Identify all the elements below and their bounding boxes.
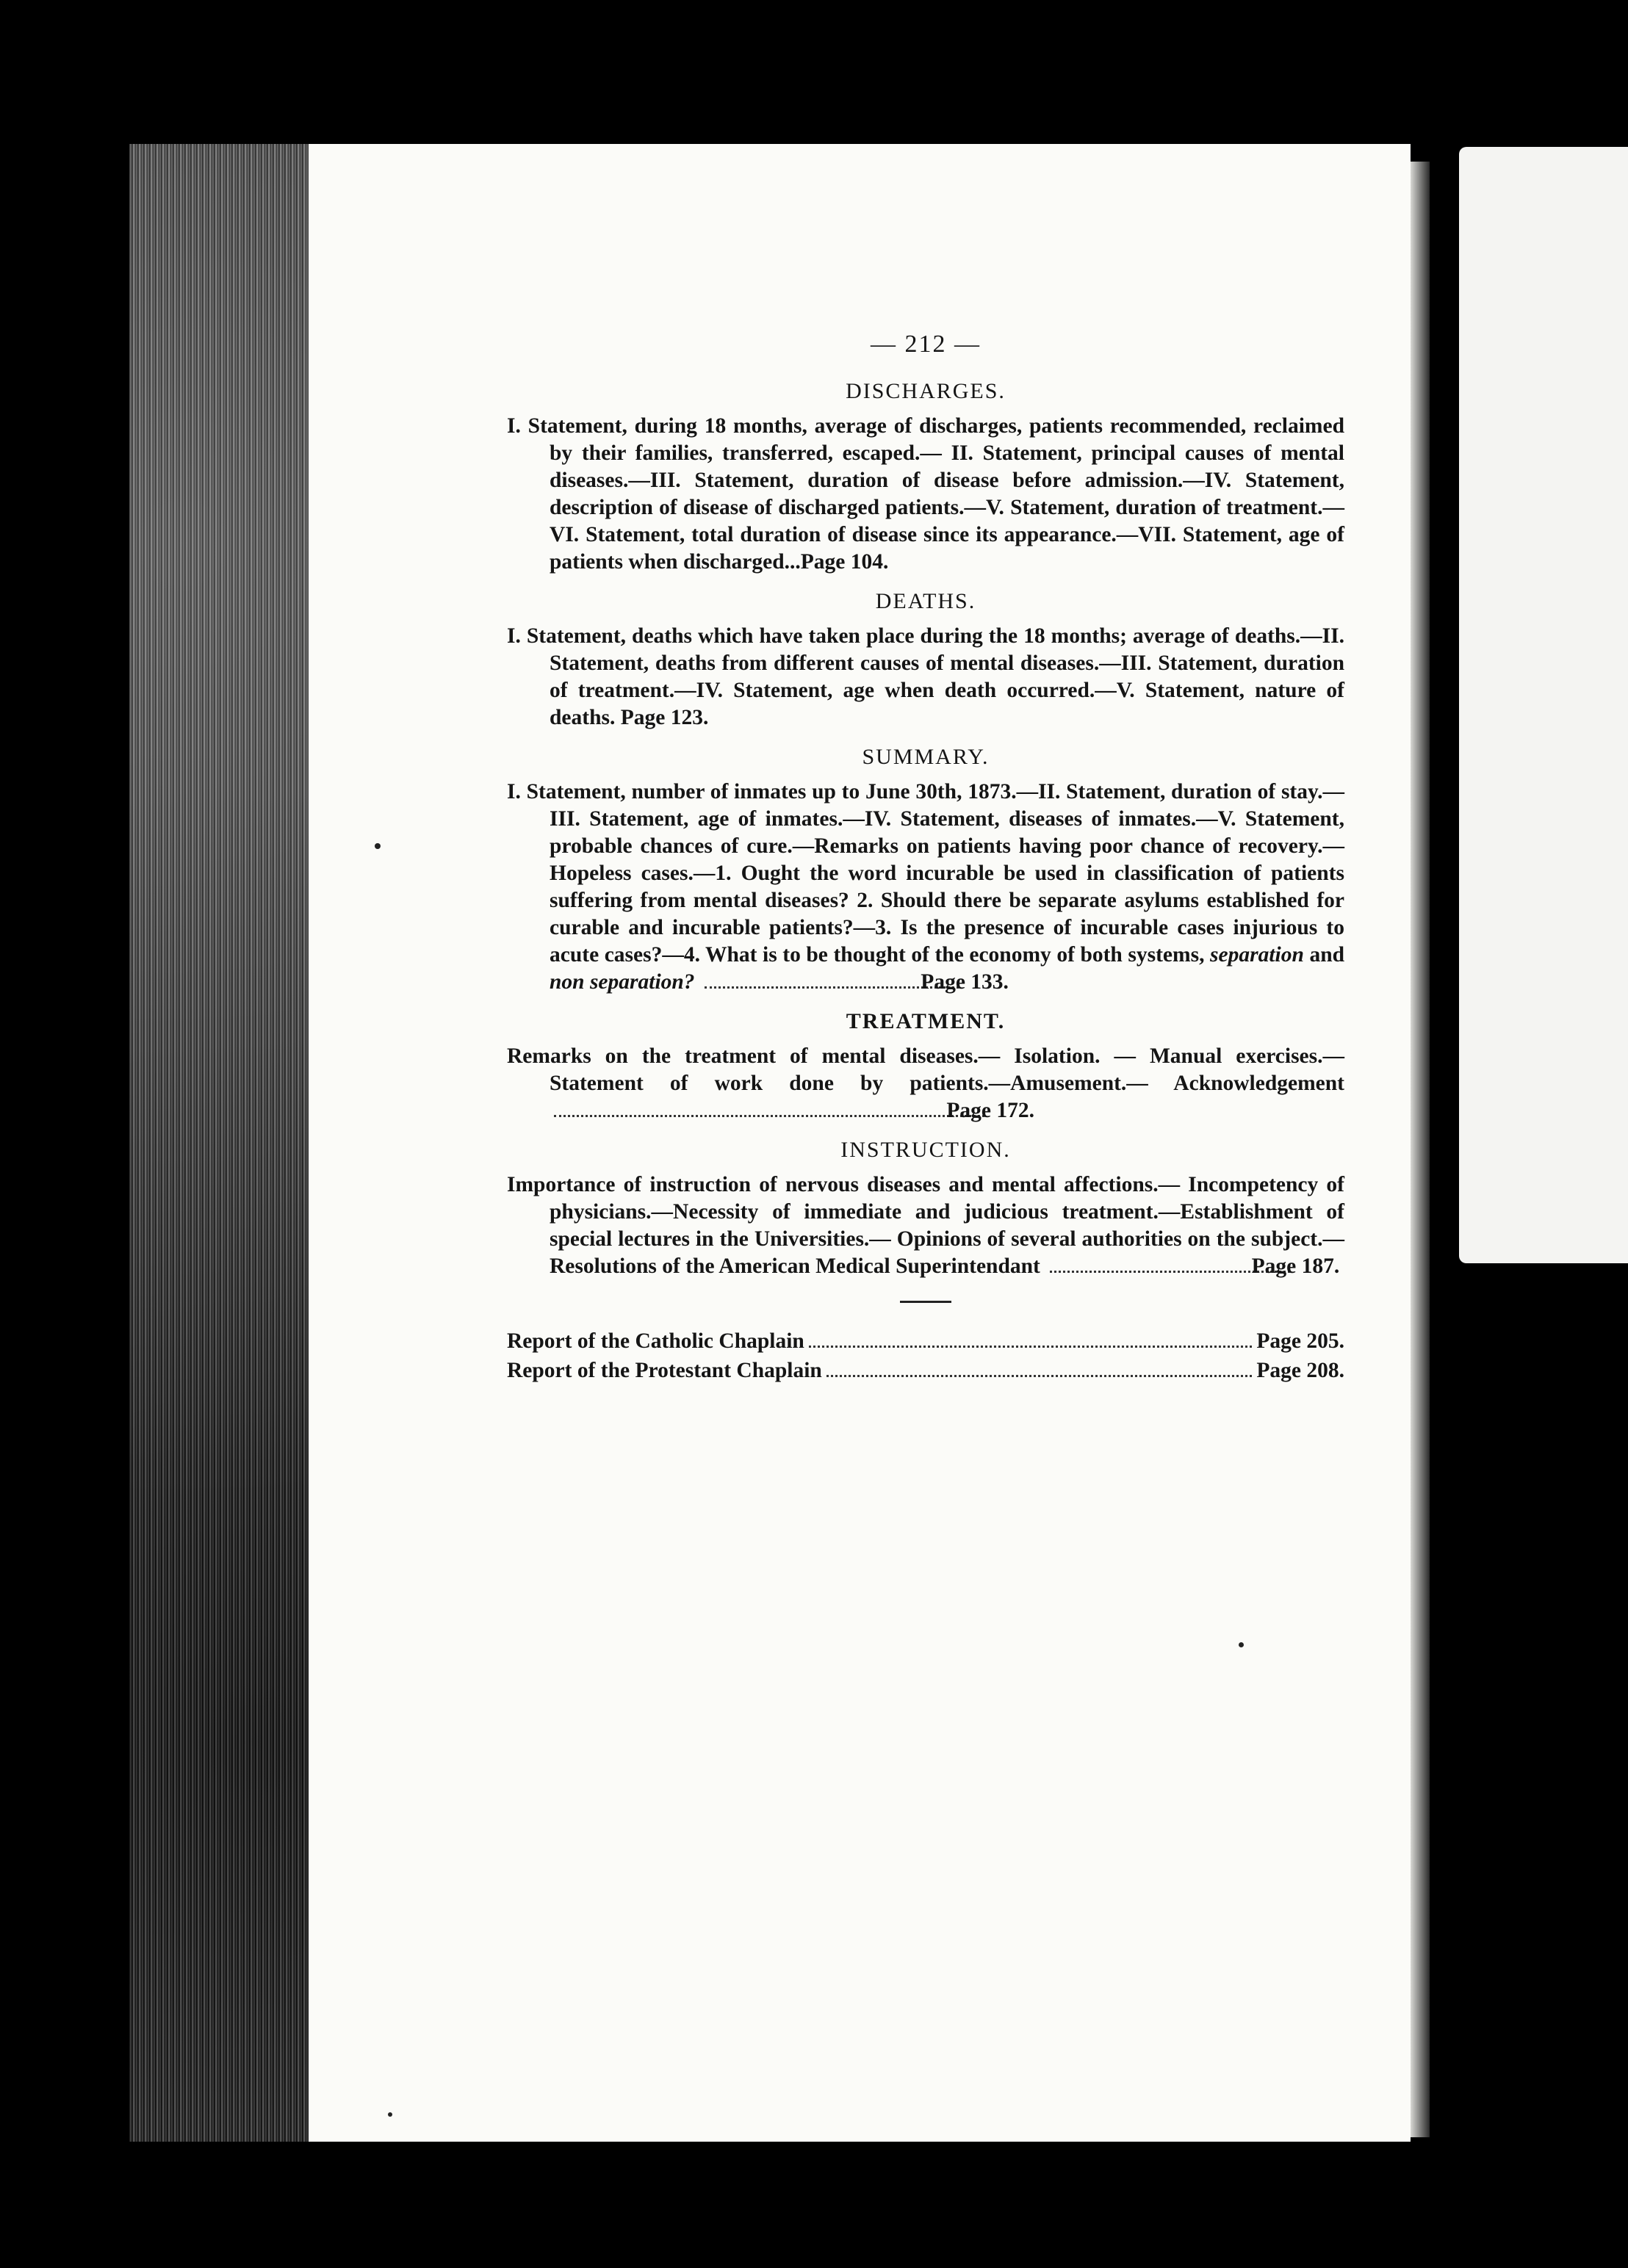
section-body-summary <box>507 779 1344 996</box>
section-title-deaths: DEATHS. <box>875 589 976 613</box>
section-title-summary: SUMMARY. <box>862 745 990 769</box>
summary-leader-line <box>700 969 1009 996</box>
section-body-instruction <box>507 1171 1344 1280</box>
page-number: — 212 — <box>871 331 981 358</box>
section-title-instruction: INSTRUCTION. <box>840 1138 1011 1162</box>
summary-and: and <box>1309 943 1345 967</box>
summary-italic-non-separation: non separation? <box>550 970 695 994</box>
page-content <box>507 331 1344 1385</box>
report-label: Report of the Catholic Chaplain <box>507 1329 804 1353</box>
book-page-edge <box>129 144 309 2142</box>
section-title-discharges: DISCHARGES. <box>846 379 1006 403</box>
discharges-text: I. Statement, during 18 months, average of discharges, patients recommended, reclaimed by their families, transferred, escaped.— II. Statement, principal causes of mental diseases.—III. Statement, duration of disease before admission.—IV. Statement, description of disease of discharged patients.—V. Statement, duration of treatment.—VI. Statement, total duration of disease since its appearance.—VII. Statement, age of patients when discharged... <box>507 414 1344 574</box>
report-catholic-chaplain <box>507 1326 1344 1356</box>
instruction-text: Importance of instruction of nervous diseases and mental affections.— Incompetency of physicians.—Necessity of immediate and judicious treatment.—Establishment of special lectures in the Universities.— Opinions of several authorities on the subject.—Resolutions of the American Medical Superintendant <box>507 1173 1344 1278</box>
dot-leader <box>809 1346 1253 1348</box>
summary-page: Page 133. <box>921 970 1009 994</box>
instruction-page: Page 187. <box>1251 1254 1340 1278</box>
report-label: Report of the Protestant Chaplain <box>507 1359 822 1382</box>
ink-speck <box>1239 1642 1244 1647</box>
section-body-deaths: I. Statement, deaths which have taken place during the 18 months; average of deaths.—II. Statement, deaths from different causes of mental diseases.—III. Statement, duration of treatment.—IV. Statement, age when death occurred.—V. Statement, nature of deaths. Page 123. <box>507 624 1344 729</box>
discharges-page: Page 104. <box>800 550 889 574</box>
report-page: Page 205. <box>1256 1329 1344 1353</box>
ink-speck <box>375 843 381 849</box>
section-title-treatment: TREATMENT. <box>846 1009 1006 1033</box>
summary-italic-separation: separation <box>1210 943 1304 967</box>
page-gutter-shadow <box>1411 162 1430 2137</box>
report-protestant-chaplain <box>507 1356 1344 1385</box>
treatment-page: Page 172. <box>946 1099 1034 1122</box>
treatment-leader-line <box>550 1097 1034 1124</box>
section-divider <box>900 1301 951 1303</box>
dot-leader <box>554 1115 984 1117</box>
section-body-discharges <box>507 413 1344 576</box>
summary-text: I. Statement, number of inmates up to June 30th, 1873.—II. Statement, duration of stay.—III. Statement, age of inmates.—IV. Statement, diseases of inmates.—V. Statement, probable chances of cure.—Remarks on patients having poor chance of recovery.—Hopeless cases.—1. Ought the word incurable be used in classification of patients suffering from mental diseases? 2. Should there be separate asylums established for curable and incurable patients?—3. Is the presence of incurable cases injurious to acute cases?—4. What is to be thought of the economy of both systems, <box>507 780 1344 967</box>
instruction-leader-line <box>1045 1253 1339 1280</box>
section-body-treatment <box>507 1043 1344 1124</box>
report-page: Page 208. <box>1256 1359 1344 1382</box>
treatment-text: Remarks on the treatment of mental diseases.— Isolation. — Manual exercises.—Statement of work done by patients.—Amusement.— Acknowledgement <box>507 1044 1344 1095</box>
ink-speck <box>388 2112 392 2117</box>
dot-leader <box>826 1375 1253 1377</box>
adjacent-page <box>1459 147 1628 1263</box>
